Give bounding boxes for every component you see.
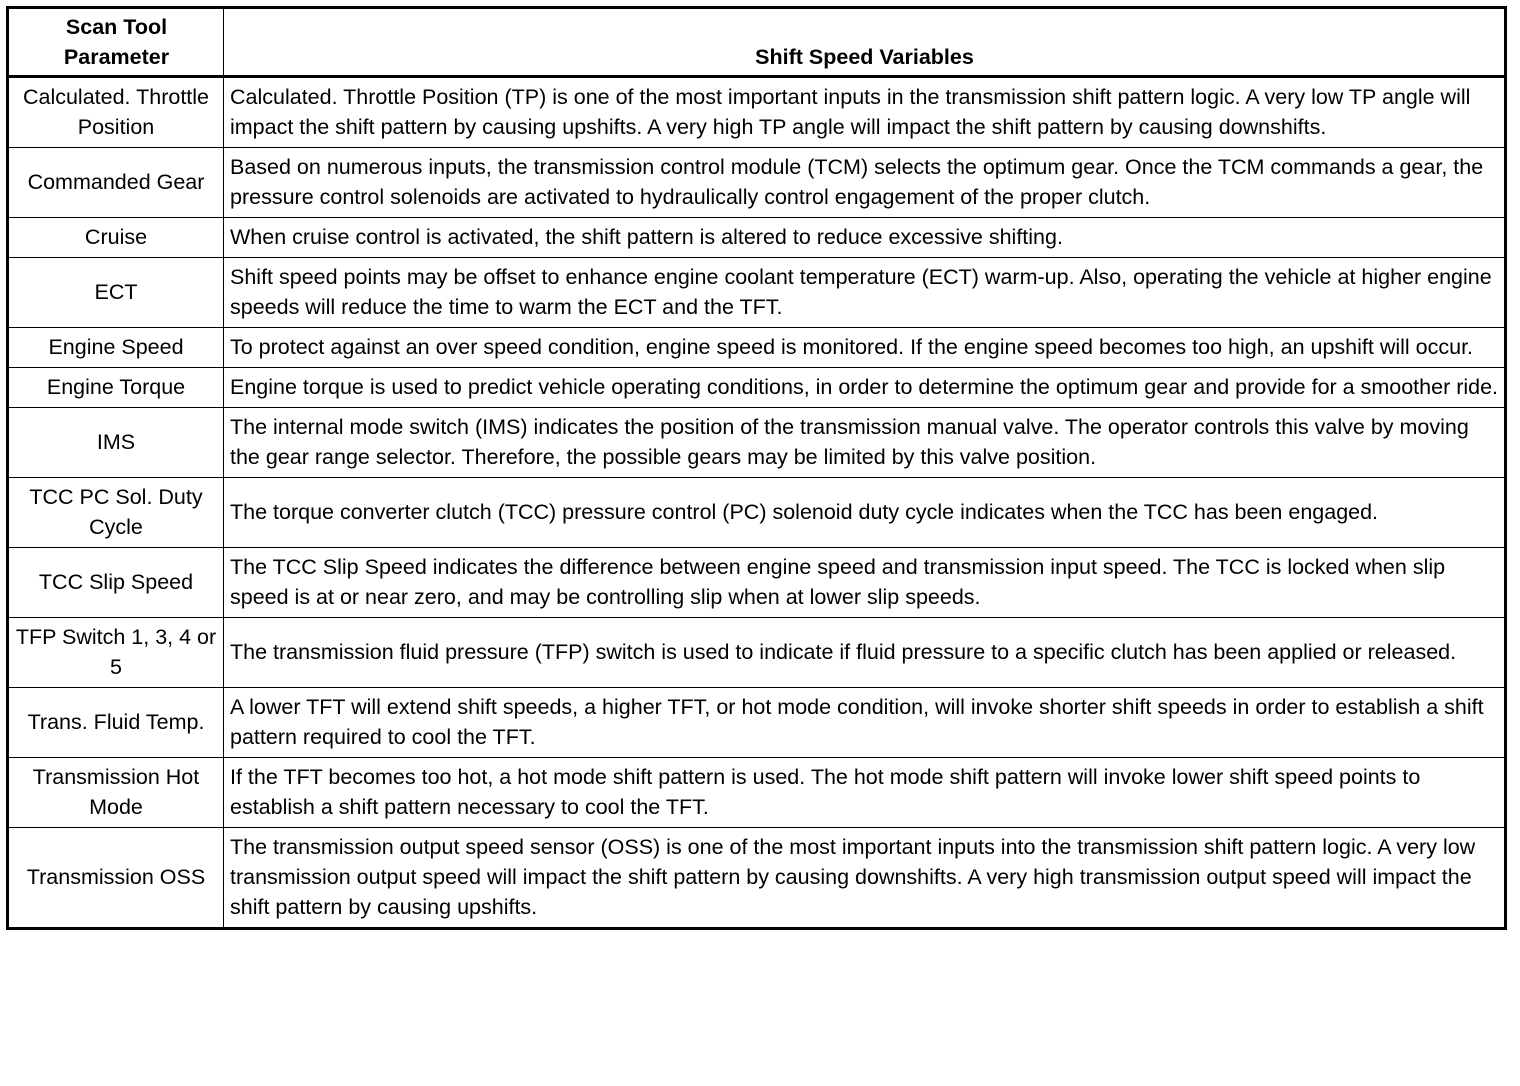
table-row	[8, 148, 1506, 218]
header-scan-tool-parameter	[8, 8, 224, 77]
table-row	[8, 328, 1506, 368]
table-row	[8, 548, 1506, 618]
row-parameter: TCC Slip Speed	[8, 548, 224, 618]
table-row	[8, 688, 1506, 758]
table-row	[8, 828, 1506, 929]
row-description: A lower TFT will extend shift speeds, a higher TFT, or hot mode condition, will invoke shorter shift speeds in order to establish a shift pattern required to cool the TFT.	[224, 688, 1506, 758]
row-parameter: IMS	[8, 408, 224, 478]
table-row	[8, 618, 1506, 688]
row-description: The transmission output speed sensor (OSS) is one of the most important inputs into the transmission shift pattern logic. A very low transmission output speed will impact the shift pattern by causing downshifts. A very high transmission output speed will impact the shift pattern by causing upshifts.	[224, 828, 1506, 929]
row-description: Engine torque is used to predict vehicle operating conditions, in order to determine the optimum gear and provide for a smoother ride.	[224, 368, 1506, 408]
row-description: The internal mode switch (IMS) indicates the position of the transmission manual valve. The operator controls this valve by moving the gear range selector. Therefore, the possible gears may be limited by this valve position.	[224, 408, 1506, 478]
table-row	[8, 478, 1506, 548]
row-parameter: TFP Switch 1, 3, 4 or 5	[8, 618, 224, 688]
header-param-line-1: Scan Tool	[65, 15, 168, 39]
row-description: If the TFT becomes too hot, a hot mode shift pattern is used. The hot mode shift pattern will invoke lower shift speed points to establish a shift pattern necessary to cool the TFT.	[224, 758, 1506, 828]
row-parameter: Transmission OSS	[8, 828, 224, 929]
table-row	[8, 258, 1506, 328]
table-row	[8, 758, 1506, 828]
row-parameter: Commanded Gear	[8, 148, 224, 218]
row-description: The TCC Slip Speed indicates the difference between engine speed and transmission input speed. The TCC is locked when slip speed is at or near zero, and may be controlling slip when at lower slip speeds.	[224, 548, 1506, 618]
row-description: The torque converter clutch (TCC) pressure control (PC) solenoid duty cycle indicates when the TCC has been engaged.	[224, 478, 1506, 548]
header-row	[8, 8, 1506, 77]
table-row	[8, 368, 1506, 408]
table-row	[8, 77, 1506, 148]
row-description: Shift speed points may be offset to enhance engine coolant temperature (ECT) warm-up. Also, operating the vehicle at higher engine speeds will reduce the time to warm the ECT and the TFT.	[224, 258, 1506, 328]
row-parameter: TCC PC Sol. Duty Cycle	[8, 478, 224, 548]
row-description: When cruise control is activated, the shift pattern is altered to reduce excessive shifting.	[224, 218, 1506, 258]
row-description: The transmission fluid pressure (TFP) switch is used to indicate if fluid pressure to a specific clutch has been applied or released.	[224, 618, 1506, 688]
row-description: To protect against an over speed condition, engine speed is monitored. If the engine speed becomes too high, an upshift will occur.	[224, 328, 1506, 368]
row-description: Calculated. Throttle Position (TP) is one of the most important inputs in the transmission shift pattern logic. A very low TP angle will impact the shift pattern by causing upshifts. A very high TP angle will impact the shift pattern by causing downshifts.	[224, 77, 1506, 148]
row-parameter: Cruise	[8, 218, 224, 258]
row-parameter: Engine Speed	[8, 328, 224, 368]
row-description: Based on numerous inputs, the transmission control module (TCM) selects the optimum gear. Once the TCM commands a gear, the pressure control solenoids are activated to hydraulically control engagement of the proper clutch.	[224, 148, 1506, 218]
table-row	[8, 408, 1506, 478]
shift-speed-variables-table	[6, 6, 1507, 930]
row-parameter: Transmission Hot Mode	[8, 758, 224, 828]
header-param-line-2: Parameter	[63, 45, 170, 69]
row-parameter: Trans. Fluid Temp.	[8, 688, 224, 758]
row-parameter: ECT	[8, 258, 224, 328]
row-parameter: Engine Torque	[8, 368, 224, 408]
table-row	[8, 218, 1506, 258]
row-parameter: Calculated. Throttle Position	[8, 77, 224, 148]
header-shift-speed-variables: Shift Speed Variables	[224, 8, 1506, 77]
